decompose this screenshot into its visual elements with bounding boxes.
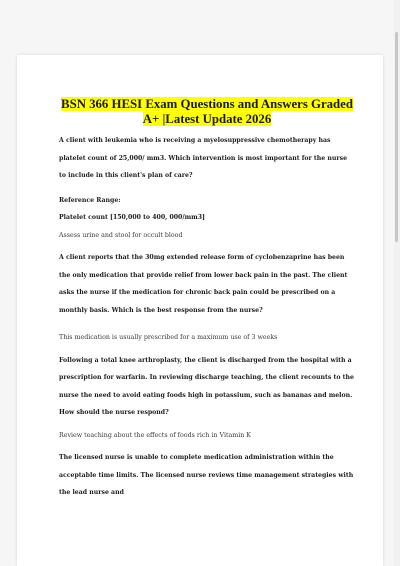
document-page — [17, 55, 383, 566]
answer-text: Review teaching about the effects of foods rich in Vitamin K — [59, 431, 252, 439]
reference-value: Platelet count [150,000 to 400, 000/mm3] — [59, 214, 205, 221]
question-text: The licensed nurse is unable to complete medication administration within the acceptable time limits. The licensed nurse reviews time management strategies with the lead nurse and — [59, 454, 354, 496]
answer-text: This medication is usually prescribed for a maximum use of 3 weeks — [59, 334, 278, 341]
question-text: A client with leukemia who is receiving a myelosuppressive chemotherapy has platelet count of 25,000/ mm3. Which intervention is most important for the nurse to include in this client's plan of care? — [59, 137, 348, 179]
vertical-scrollbar[interactable] — [394, 0, 400, 566]
question-text: A client reports that the 30mg extended release form of cyclobenzaprine has been the only medication that provide relief from lower back pain in the past. The client asks the nurse if the medication for chronic back pain could be prescribed on a monthly basis. Which is the best response from the nurse? — [59, 254, 348, 314]
question-text: Following a total knee arthroplasty, the client is discharged from the hospital with a prescription for warfarin. In reviewing discharge teaching, the client recounts to the nurse the need to avoid eating foods high in potassium, such as bananas and melon. How should the nurse respond? — [59, 356, 354, 416]
document-title — [59, 97, 355, 127]
title-highlight: BSN 366 HESI Exam Questions and Answers Graded A+ |Latest Update 2026 — [61, 97, 353, 126]
scrollbar-thumb[interactable] — [395, 32, 398, 242]
reference-heading: Reference Range: — [59, 196, 121, 204]
page-content — [59, 97, 355, 502]
answer-text: Assess urine and stool for occult blood — [59, 231, 183, 239]
